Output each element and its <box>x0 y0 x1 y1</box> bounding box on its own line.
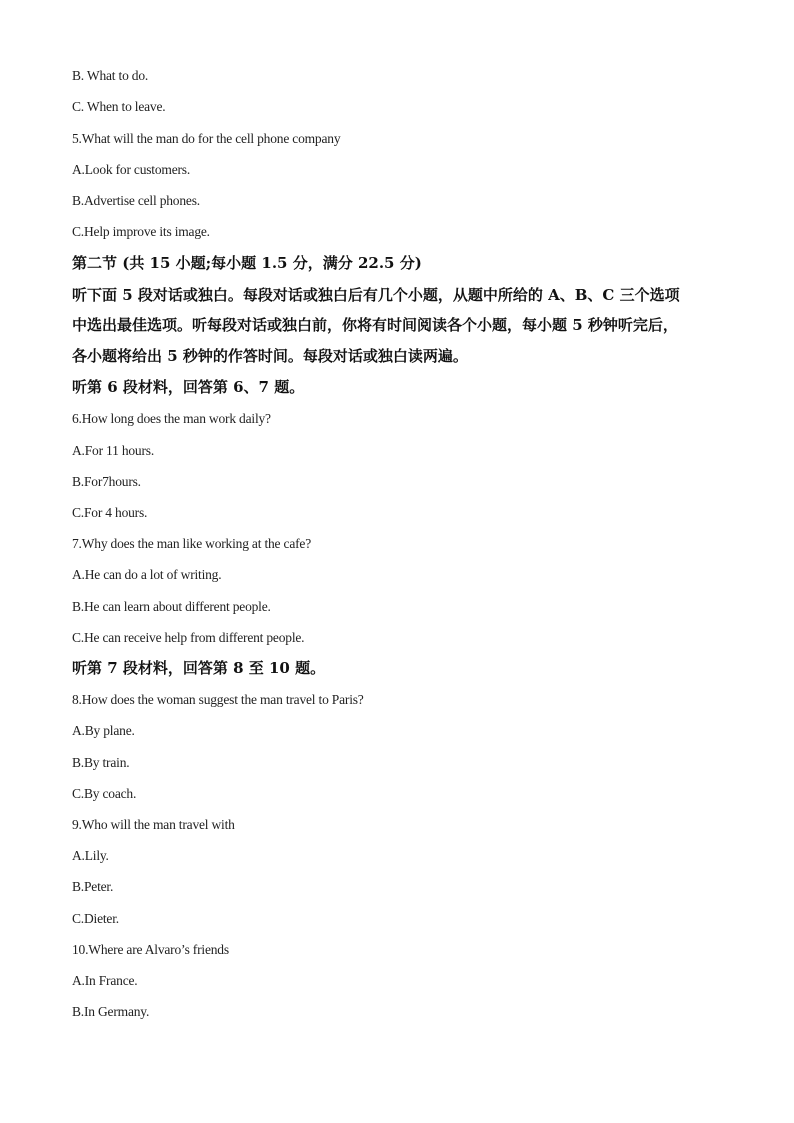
option-9c: C.Dieter. <box>72 911 119 926</box>
option-5b: B.Advertise cell phones. <box>72 193 200 208</box>
option-7a: A.He can do a lot of writing. <box>72 567 222 582</box>
question-10: 10.Where are Alvaro’s friends <box>72 942 229 957</box>
instruction-line-3: 各小题将给出 5 秒钟的作答时间。每段对话或独白读两遍。 <box>72 347 468 365</box>
option-6a: A.For 11 hours. <box>72 443 155 458</box>
option-8c: C.By coach. <box>72 786 137 801</box>
option-6c: C.For 4 hours. <box>72 505 148 520</box>
option-4b: B. What to do. <box>72 68 149 83</box>
option-8b: B.By train. <box>72 755 130 770</box>
question-5: 5.What will the man do for the cell phone company <box>72 131 341 146</box>
section-heading: 第二节 (共 15 小题;每小题 1.5 分，满分 22.5 分) <box>72 254 422 272</box>
instruction-line-2: 中选出最佳选项。听每段对话或独白前，你将有时间阅读各个小题，每小题 5 秒钟听完后， <box>72 316 678 334</box>
question-7: 7.Why does the man like working at the cafe? <box>72 536 311 551</box>
option-10b: B.In Germany. <box>72 1004 150 1019</box>
material-6-heading: 听第 6 段材料，回答第 6、7 题。 <box>72 378 305 396</box>
option-7c: C.He can receive help from different people. <box>72 630 305 645</box>
option-10a: A.In France. <box>72 973 138 988</box>
option-9b: B.Peter. <box>72 879 114 894</box>
option-6b: B.For7hours. <box>72 474 141 489</box>
question-6: 6.How long does the man work daily? <box>72 411 271 426</box>
instruction-line-1: 听下面 5 段对话或独白。每段对话或独白后有几个小题，从题中所给的 A、B、C 三个选项 <box>72 286 680 304</box>
question-9: 9.Who will the man travel with <box>72 817 235 832</box>
option-7b: B.He can learn about different people. <box>72 599 271 614</box>
question-8: 8.How does the woman suggest the man travel to Paris? <box>72 692 364 707</box>
option-5c: C.Help improve its image. <box>72 224 210 239</box>
option-5a: A.Look for customers. <box>72 162 191 177</box>
option-9a: A.Lily. <box>72 848 109 863</box>
option-8a: A.By plane. <box>72 723 135 738</box>
material-7-heading: 听第 7 段材料，回答第 8 至 10 题。 <box>72 659 326 677</box>
option-4c: C. When to leave. <box>72 99 166 114</box>
